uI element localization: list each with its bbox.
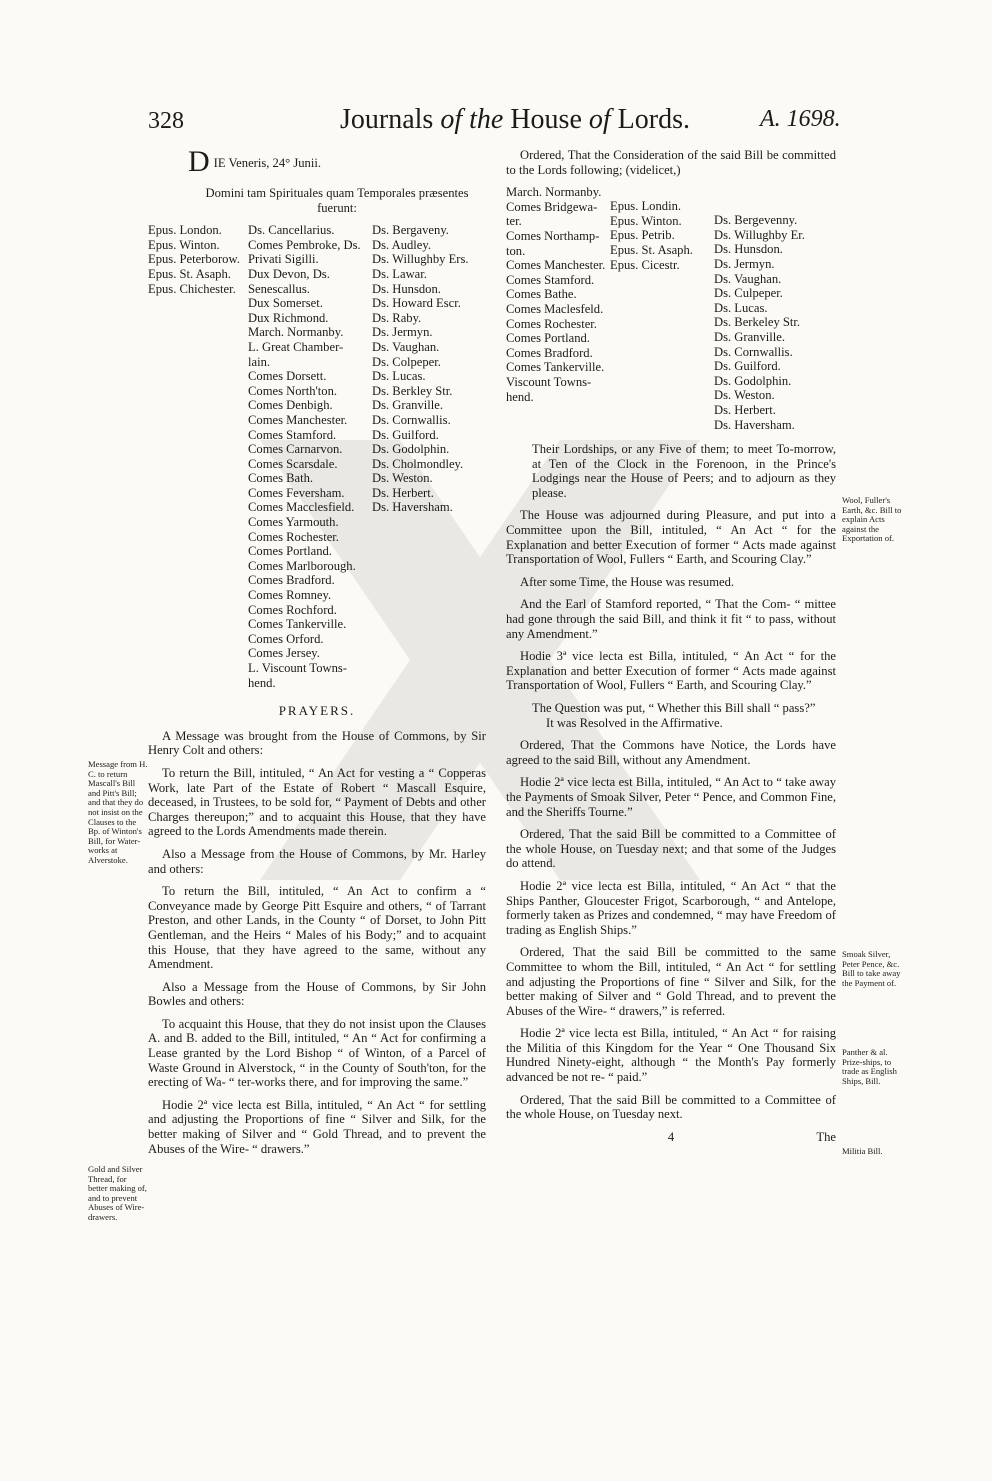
paragraph: And the Earl of Stamford reported, “ That the Com- “ mittee had gone through the said Bill, and think it fit “ to pass, without any Amendment.”	[506, 597, 836, 641]
name-entry: Comes Tankerville.	[248, 617, 347, 632]
name-entry: Comes Carnarvon.	[248, 442, 343, 457]
paragraph: Hodie 2ª vice lecta est Billa, intituled, “ An Act to “ take away the Payments of Smoak Silver, Peter “ Pence, and Common Fine, and the Sheriffs Tourne.”	[506, 775, 836, 819]
bishops-list	[148, 223, 244, 690]
name-entry: Comes Scarsdale.	[248, 456, 338, 471]
name-entry: Comes Tankerville.	[506, 360, 605, 375]
paragraph: It was Resolved in the Affirmative.	[546, 715, 723, 730]
name-entry: Comes Yarmouth.	[248, 515, 339, 530]
name-entry: Epus. Winton.	[610, 213, 682, 228]
signature-mark: 4	[667, 1129, 675, 1144]
name-entry: Ds. Cornwallis.	[372, 412, 451, 427]
name-entry: Ds. Guilford.	[372, 427, 439, 442]
name-entry: Ds. Granville.	[714, 329, 785, 344]
name-entry: Comes Northamp-	[506, 228, 600, 243]
sitting-date: IE Veneris, 24° Junii.	[213, 156, 321, 170]
page-number: 328	[148, 108, 184, 134]
name-entry: Comes Jersey.	[248, 646, 320, 661]
name-entry: Ds. Cholmondley.	[372, 456, 464, 471]
name-entry: Epus. St. Asaph.	[610, 242, 693, 257]
name-entry: Ds. Raby.	[372, 310, 422, 325]
page-header	[0, 104, 992, 144]
name-entry: Ds. Lucas.	[714, 300, 768, 315]
paragraph: Ordered, That the Commons have Notice, the Lords have agreed to the said Bill, without any Amendment.	[506, 738, 836, 767]
name-entry: Comes North'ton.	[248, 383, 338, 398]
name-entry: Comes Bathe.	[506, 287, 577, 302]
right-column	[506, 148, 836, 1145]
barons-list	[372, 223, 484, 690]
paragraph: A Message was brought from the House of Commons, by Sir Henry Colt and others:	[148, 728, 486, 758]
committee-list	[506, 185, 836, 432]
name-entry: Ds. Weston.	[372, 471, 433, 486]
name-entry: Comes Bradford.	[248, 573, 335, 588]
margin-note-gold-thread: Gold and Silver Thread, for better making of, and to prevent Abuses of Wire-drawers.	[88, 1164, 147, 1222]
name-entry: Ds. Guilford.	[714, 359, 781, 374]
name-entry: Ds. Bergaveny.	[372, 223, 449, 238]
name-entry: Comes Manchester.	[248, 412, 348, 427]
name-entry: Ds. Haversham.	[372, 500, 453, 515]
name-entry: Epus. Chichester.	[148, 281, 236, 296]
name-entry: Comes Macclesfield.	[248, 500, 355, 515]
journal-title: Journals of the House of Lords.	[340, 104, 690, 135]
name-entry: Ds. Bergevenny.	[714, 213, 798, 228]
name-entry: Ds. Haversham.	[714, 417, 795, 432]
name-entry: Ds. Weston.	[714, 388, 775, 403]
name-entry: Ds. Audley.	[372, 237, 432, 252]
paragraph: To return the Bill, intituled, “ An Act for vesting a “ Copperas Work, late Part of the Estate of Robert “ Mascall Esquire, deceased, in Trustees, to be sold for, “ Payment of Debts and other Charges thereupon;” and to acquaint this House, that they have agreed to the Lords Amendments made therein.	[148, 765, 486, 839]
name-entry: Ds. Berkley Str.	[372, 383, 453, 398]
name-entry: Epus. Cicestr.	[610, 257, 680, 272]
name-entry: Comes Rochester.	[248, 529, 339, 544]
name-entry: Comes Portland.	[248, 544, 332, 559]
name-entry: Ds. Lawar.	[372, 266, 427, 281]
name-entry: Ds. Culpeper.	[714, 286, 783, 301]
name-entry: Epus. Petrib.	[610, 228, 675, 243]
paragraph: Hodie 2ª vice lecta est Billa, intituled, “ An Act “ for raising the Militia of this Kingdom for the Year “ One Thousand Six Hundred Ninety-eight, although “ the Month's Pay formerly advanced be not re- “ paid.”	[506, 1026, 836, 1085]
paragraph: Hodie 2ª vice lecta est Billa, intituled, “ An Act “ that the Ships Panther, Gloucester Frigot, Scarborough, “ and Antelope, formerly taken as Prizes and condemned, “ may have Freedom of trading as English Ships.”	[506, 878, 836, 937]
name-entry: L. Great Chamber-	[248, 339, 344, 354]
margin-note-wool: Wool, Fuller's Earth, &c. Bill to explain Acts against the Exportation of.	[842, 495, 902, 544]
paragraph: Ordered, That the said Bill be committed to the same Committee to whom the Bill, intituled, “ An Act “ for settling and adjusting the Proportions of fine “ Silver and Silk, for the better making of Silver and “ Gold Thread, and to prevent the Abuses of the Wire- “ drawers,” is referred.	[506, 945, 836, 1018]
name-entry: Comes Bradford.	[506, 345, 593, 360]
name-entry: Dux Devon, Ds.	[248, 266, 330, 281]
name-entry: Dux Richmond.	[248, 310, 329, 325]
name-entry: Ds. Godolphin.	[372, 442, 450, 457]
left-column	[148, 148, 486, 1164]
name-entry: Ds. Jermyn.	[372, 325, 433, 340]
margin-note-smoak-silver: Smoak Silver, Peter Pence, &c. Bill to take away the Payment of.	[842, 949, 901, 988]
name-entry: Dux Somerset.	[248, 296, 323, 311]
name-entry: Comes Manchester.	[506, 258, 606, 273]
name-entry: Ds. Lucas.	[372, 369, 426, 384]
name-entry: Ds. Vaughan.	[372, 339, 440, 354]
name-entry: Comes Stamford.	[506, 272, 595, 287]
name-entry: Epus. Winton.	[148, 237, 220, 252]
name-entry: Comes Dorsett.	[248, 369, 327, 384]
name-entry: Comes Maclesfeld.	[506, 301, 604, 316]
name-entry: ter.	[506, 214, 522, 229]
name-entry: Epus. Peterborow.	[148, 252, 240, 267]
name-entry: Comes Bath.	[248, 471, 314, 486]
paragraph: Hodie 2ª vice lecta est Billa, intituled, “ An Act “ for settling and adjusting the Proportions of fine “ Silver and Silk, for the better making of Silver and “ Gold Thread, and to prevent the Abuses of the Wire- “ drawers.”	[148, 1097, 486, 1156]
name-entry: Comes Bridgewa-	[506, 199, 598, 214]
name-entry: Epus. St. Asaph.	[148, 266, 231, 281]
name-entry: Ds. Howard Escr.	[372, 296, 461, 311]
name-entry: Senescallus.	[248, 281, 310, 296]
drop-cap: D	[188, 148, 210, 176]
paragraph: Also a Message from the House of Commons, by Mr. Harley and others:	[148, 846, 486, 876]
committee-barons	[714, 185, 834, 432]
name-entry: Comes Rochester.	[506, 316, 597, 331]
name-entry: Comes Marlborough.	[248, 558, 356, 573]
committee-peers	[506, 185, 606, 432]
name-entry: Ds. Cornwallis.	[714, 344, 793, 359]
paragraph: Their Lordships, or any Five of them; to meet To-morrow, at Ten of the Clock in the Forenoon, in the Prince's Lodgings near the House of Peers; and to adjourn as they please.	[532, 442, 836, 500]
name-entry: Ds. Herbert.	[714, 402, 776, 417]
name-entry: Comes Pembroke, Ds.	[248, 237, 361, 252]
margin-note-message: Message from H. C. to return Mascall's Bill and Pitt's Bill; and that they do not insist on the Clauses to the Bp. of Winton's Bill, for Water-works at Alverstoke.	[88, 759, 148, 865]
name-entry: Ds. Godolphin.	[714, 373, 792, 388]
name-entry: Ds. Vaughan.	[714, 271, 782, 286]
paragraph: Also a Message from the House of Commons, by Sir John Bowles and others:	[148, 979, 486, 1009]
peers-list	[248, 223, 368, 690]
name-entry: Comes Denbigh.	[248, 398, 333, 413]
name-entry: Epus. London.	[148, 223, 222, 238]
name-entry: Comes Portland.	[506, 331, 590, 346]
name-entry: Comes Stamford.	[248, 427, 337, 442]
paragraph: The House was adjourned during Pleasure, and put into a Committee upon the Bill, intituled, “ An Act “ for the Explanation and better Execution of former “ Acts made against Transportation of Wool, Fullers “ Earth, and Scouring Clay.”	[506, 508, 836, 567]
name-entry: hend.	[248, 675, 276, 690]
paragraph: Ordered, That the said Bill be committed to a Committee of the whole House, on Tuesday next; and that some of the Judges do attend.	[506, 827, 836, 871]
name-entry: Ds. Herbert.	[372, 485, 434, 500]
name-entry: Ds. Colpeper.	[372, 354, 441, 369]
paragraph: After some Time, the House was resumed.	[520, 574, 735, 589]
paragraph: Hodie 3ª vice lecta est Billa, intituled, “ An Act “ for the Explanation and better Execution of former “ Acts made against Transportation of Wool, Fullers “ Earth, and Scouring Clay.”	[506, 649, 836, 693]
name-entry: Epus. Londin.	[610, 199, 682, 214]
name-entry: Comes Rochford.	[248, 602, 337, 617]
name-entry: Ds. Hunsdon.	[714, 242, 783, 257]
name-entry: L. Viscount Towns-	[248, 661, 347, 675]
name-entry: Ds. Granville.	[372, 398, 443, 413]
name-entry: Ds. Berkeley Str.	[714, 315, 801, 330]
attendance-list	[148, 223, 486, 690]
name-entry: Ds. Willughby Ers.	[372, 252, 469, 267]
committee-bishops	[610, 185, 710, 432]
name-entry: Ds. Hunsdon.	[372, 281, 441, 296]
name-entry: March. Normanby.	[506, 185, 602, 200]
prayers-heading: PRAYERS.	[278, 703, 356, 719]
catchword: The	[816, 1130, 836, 1145]
margin-note-panther: Panther & al. Prize-ships, to trade as English Ships, Bill.	[842, 1047, 897, 1086]
name-entry: Comes Romney.	[248, 588, 332, 603]
name-entry: Ds. Jermyn.	[714, 256, 775, 271]
name-entry: ton.	[506, 243, 526, 258]
name-entry: Viscount Towns-	[506, 374, 592, 389]
paragraph: Ordered, That the said Bill be committed to a Committee of the whole House, on Tuesday next.	[506, 1092, 836, 1122]
name-entry: Ds. Willughby Er.	[714, 227, 805, 242]
name-entry: Comes Orford.	[248, 631, 324, 646]
name-entry: March. Normanby.	[248, 325, 344, 340]
name-entry: hend.	[506, 389, 534, 404]
margin-note-militia: Militia Bill.	[842, 1146, 883, 1156]
name-entry: Ds. Cancellarius.	[248, 223, 335, 238]
name-entry: Privati Sigilli.	[248, 252, 319, 267]
present-heading: Domini tam Spirituales quam Temporales præsentes fuerunt:	[205, 186, 469, 215]
paragraph: Ordered, That the Consideration of the said Bill be committed to the Lords following; (videlicet,)	[506, 148, 836, 177]
year: A. 1698.	[760, 106, 841, 132]
name-entry: Comes Feversham.	[248, 485, 345, 500]
paragraph: To acquaint this House, that they do not insist upon the Clauses A. and B. added to the Bill, intituled, “ An “ Act for confirming a Lease granted by the Lord Bishop “ of Winton, of a Parcel of Waste Ground in Alverstock, “ in the County of South'ton, for the erecting of Wa- “ ter-works there, and for improving the same.”	[148, 1016, 486, 1090]
paragraph: The Question was put, “ Whether this Bill shall “ pass?”	[532, 701, 816, 715]
paragraph: To return the Bill, intituled, “ An Act to confirm a “ Conveyance made by George Pitt Esquire and others, “ of Tarrant Preston, and other Lands, in the County “ of Dorset, to John Pitt Gentleman, and the Heirs “ Males of his Body;” and to acquaint this House, that they have agreed to the same, without any Amendment.	[148, 884, 486, 972]
name-entry: lain.	[248, 354, 271, 369]
